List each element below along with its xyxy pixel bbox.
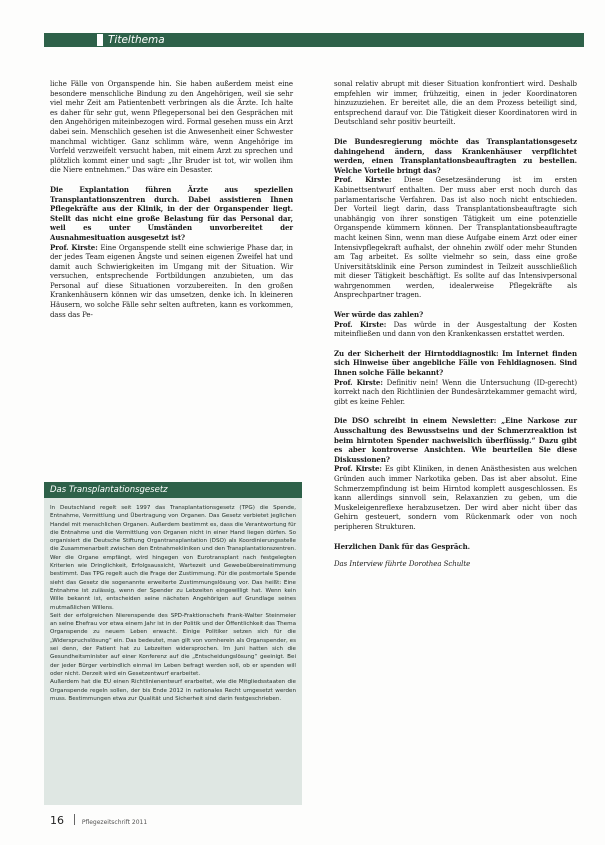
info-box-paragraph: Außerdem hat die EU einen Richtlinienentwurf erarbeitet, wie die Mitgliedsstaaten die Organspende regeln sollen, der bis Ende 2012 in nationales Recht umgesetzt werden muss. Bestimmungen etwa zur Qualität und Sicherheit sind darin festgeschrieben. [50, 679, 296, 702]
closing-line: Herzlichen Dank für das Gespräch. [334, 541, 471, 551]
byline: Das Interview führte Dorothea Schulte [334, 560, 471, 569]
footer-divider [74, 814, 75, 825]
interview-block [334, 416, 577, 532]
info-box-paragraph: Seit der erfolgreichen Nierenspende des SPD-Fraktionschefs Frank-Walter Steinmeier an seine Ehefrau vor etwa einem Jahr ist in der Politik und der Öffentlichkeit das Thema Organspende zu neuem Leben erwacht. Einige Politiker setzen sich für die „Widerspruchslösung“ ein. Das bedeutet, man gilt von vornherein als Organspender, es sei denn, der Patient hat zu Lebzeiten widersprochen. Im Juni hatten sich die Gesundheitsminister auf einer Konferenz auf die „Entscheidungslösung“ geeinigt. Bei der jeder Bürger verbindlich einmal im Leben befragt werden soll, ob er spenden will oder nicht. Derzeit wird ein Gesetzentwurf erarbeitet. [50, 612, 296, 677]
interview-block [50, 185, 293, 320]
info-box-title: Das Transplantationsgesetz [44, 482, 302, 498]
speaker-label: Prof. Kirste: [50, 242, 98, 252]
answer-text: Diese Gesetzesänderung ist im ersten Kabinettsentwurf enthalten. Der muss aber erst noch durch das parlamentarische Verfahren. Das ist also noch nicht entschieden. Der Vorteil liegt darin, dass Transplantationsbeauftragte sich unabhängig von ihrer sonstigen Tätigkeit um eine potenzielle Organspende kümmern können. Der Transplantationsbeauftragte macht keinen Sinn, wenn man diese Aufgabe einem Arzt oder einer Intensivpflegekraft aufhalst, der ohnehin zwölf oder mehr Stunden am Tag arbeitet. Es sollte vielmehr so sein, dass eine große Universitätsklinik eine Person zumindest in Teilzeit ausschließlich mit dieser Tätigkeit beschäftigt. Es sollte auf das Intensivpersonal wahrgenommen werden, idealerweise Pflegekräfte als Ansprechpartner tragen. [334, 176, 577, 300]
answer-text: Definitiv nein! Wenn die Untersuchung (ID-gerecht) korrekt nach den Richtlinien der Bundesärztekammer gemacht wird, gibt es keine Fehler. [334, 378, 578, 406]
speaker-label: Prof. Kirste: [334, 464, 382, 474]
answer-text: Das würde in der Ausgestaltung der Kosten miteinfließen und dann von den Krankenkassen erstattet werden. [334, 320, 578, 339]
page-number: 16 [50, 814, 64, 827]
interview-question: Die DSO schreibt in einem Newsletter: „Eine Narkose zur Ausschaltung des Bewusstseins und der Schmerzreaktion ist beim hirntoten Spender nachweislich überflüssig.“ Dazu gibt es aber kontroverse Ansichten. Wie beurteilen Sie diese Diskussionen? [334, 416, 577, 464]
interview-question: Die Explantation führen Ärzte aus speziellen Transplantationszentren durch. Dabei assistieren Ihnen Pflegekräfte aus der Klinik, in der der Organspender liegt. Stellt das nicht eine große Belastung für das Personal dar, weil es unter Umständen unvorbereitet der Ausnahmesituation ausgesetzt ist? [50, 184, 293, 242]
interview-block [334, 310, 577, 340]
info-box-paragraph: In Deutschland regelt seit 1997 das Transplantationsgesetz (TPG) die Spende, Entnahme, Vermittlung und Übertragung von Organen. Das Gesetz verbietet jeglichen Handel mit menschlichen Organen. Außerdem bestimmt es, dass die Verantwortung für die Entnahme und die Vermittlung von Organen nicht in einer Hand liegen dürfen. So organisiert die Deutsche Stiftung Organtransplantation (DSO) als Koordinierungsstelle die Zusammenarbeit zwischen den Entnahmekliniken und den Transplantationszentren. Wer die Organe empfängt, wird hingegen von Eurotransplant nach festgelegten Kriterien wie Dringlichkeit, Erfolgsaussicht, Wartezeit und Gewebeübereinstimmung bestimmt. Das TPG regelt auch die Frage der Zustimmung. Für die postmortale Spende sieht das Gesetz die sogenannte erweiterte Zustimmungslösung vor. Das heißt: Eine Entnahme ist zulässig, wenn der Spender zu Lebzeiten eingewilligt hat. Wenn kein Wille bekannt ist, entscheiden seine nächsten Angehörigen auf Grundlage seines mutmaßlichen Willens. [50, 505, 296, 611]
interview-answer [334, 320, 577, 340]
right-column [334, 80, 577, 579]
answer-text: Es gibt Kliniken, in denen Anästhesisten aus welchen Gründen auch immer Narkotika geben. Das ist aber absolut. Eine Schmerzempfindung ist beim Hirntod komplett ausgeschlossen. Es kann allerdings sinnvoll sein, Relaxanzien zu geben, um die Muskeleigenreflexe herabzusetzen. Der wird aber nicht über das Gehirn gesteuert, sondern vom Rückenmark oder von noch peripheren Strukturen. [334, 465, 577, 531]
speaker-label: Prof. Kirste: [334, 175, 392, 185]
paragraph: sonal relativ abrupt mit dieser Situation konfrontiert wird. Deshalb empfehlen wir immer, frühzeitig, einen in jeder Koordinatoren hinzuzuziehen. Er bereitet alle, die an dem Prozess beteiligt sind, entsprechend darauf vor. Die Tätigkeit dieser Koordinatoren wird in Deutschland sehr positiv beurteilt. [334, 80, 577, 127]
answer-text: Eine Organspende stellt eine schwierige Phase dar, in der jedes Team eigenen Ängste und seinen eigenen Zweifel hat und damit auch Schwierigkeiten im Umgang mit der Situation. Wir versuchen, entsprechende Fortbildungen anzubieten, um das Personal auf diese Situationen vorzubereiten. In den großen Krankenhäusern können wir das umsetzen, denke ich. In kleineren Häusern, wo solche Fälle sehr selten auftreten, kann es vorkommen, dass das Pe- [50, 243, 294, 319]
paragraph: liche Fälle von Organspende hin. Sie haben außerdem meist eine besondere menschliche Bindung zu den Angehörigen, weil sie sehr viel mehr Zeit am Patientenbett verbringen als die Ärzte. Ich halte es daher für sehr gut, wenn Pflegepersonal bei den Gesprächen mit den Angehörigen miteinbezogen wird. Formal gesehen muss ein Arzt dabei sein. Menschlich gesehen ist die Anwesenheit einer Schwester manchmal wichtiger. Ganz schlimm wäre, wenn Angehörige im Vorfeld verzweifelt versucht haben, mit einem Arzt zu sprechen und plötzlich kommt einer und sagt: „Ihr Bruder ist tot, wir wollen ihm die Niere entnehmen.“ Das wäre ein Desaster. [50, 80, 293, 175]
interview-question: Die Bundesregierung möchte das Transplantationsgesetz dahingehend ändern, dass Krankenhäuser verpflichtet werden, einen Transplantationsbeauftragten zu bestellen. Welche Vorteile bringt das? [334, 136, 577, 175]
section-title: Titelthema [108, 34, 165, 46]
speaker-label: Prof. Kirste: [334, 319, 387, 329]
info-box [44, 482, 302, 805]
interview-answer [334, 175, 577, 301]
interview-answer [334, 378, 577, 408]
interview-answer [50, 243, 293, 321]
speaker-label: Prof. Kirste: [334, 377, 383, 387]
left-column [50, 80, 293, 320]
section-marker [97, 34, 103, 46]
interview-answer [334, 464, 577, 532]
publication-name: Pflegezeitschrift 2011 [81, 819, 148, 826]
section-header-bar [44, 33, 584, 47]
info-box-body [44, 498, 302, 703]
interview-question: Zu der Sicherheit der Hirntoddiagnostik: Im Internet finden sich Hinweise über angebliche Fälle von Fehldiagnosen. Sind Ihnen solche Fälle bekannt? [334, 348, 577, 378]
interview-block [334, 349, 577, 408]
interview-block [334, 137, 577, 301]
interview-question: Wer würde das zahlen? [334, 310, 424, 320]
page-footer [50, 814, 350, 832]
